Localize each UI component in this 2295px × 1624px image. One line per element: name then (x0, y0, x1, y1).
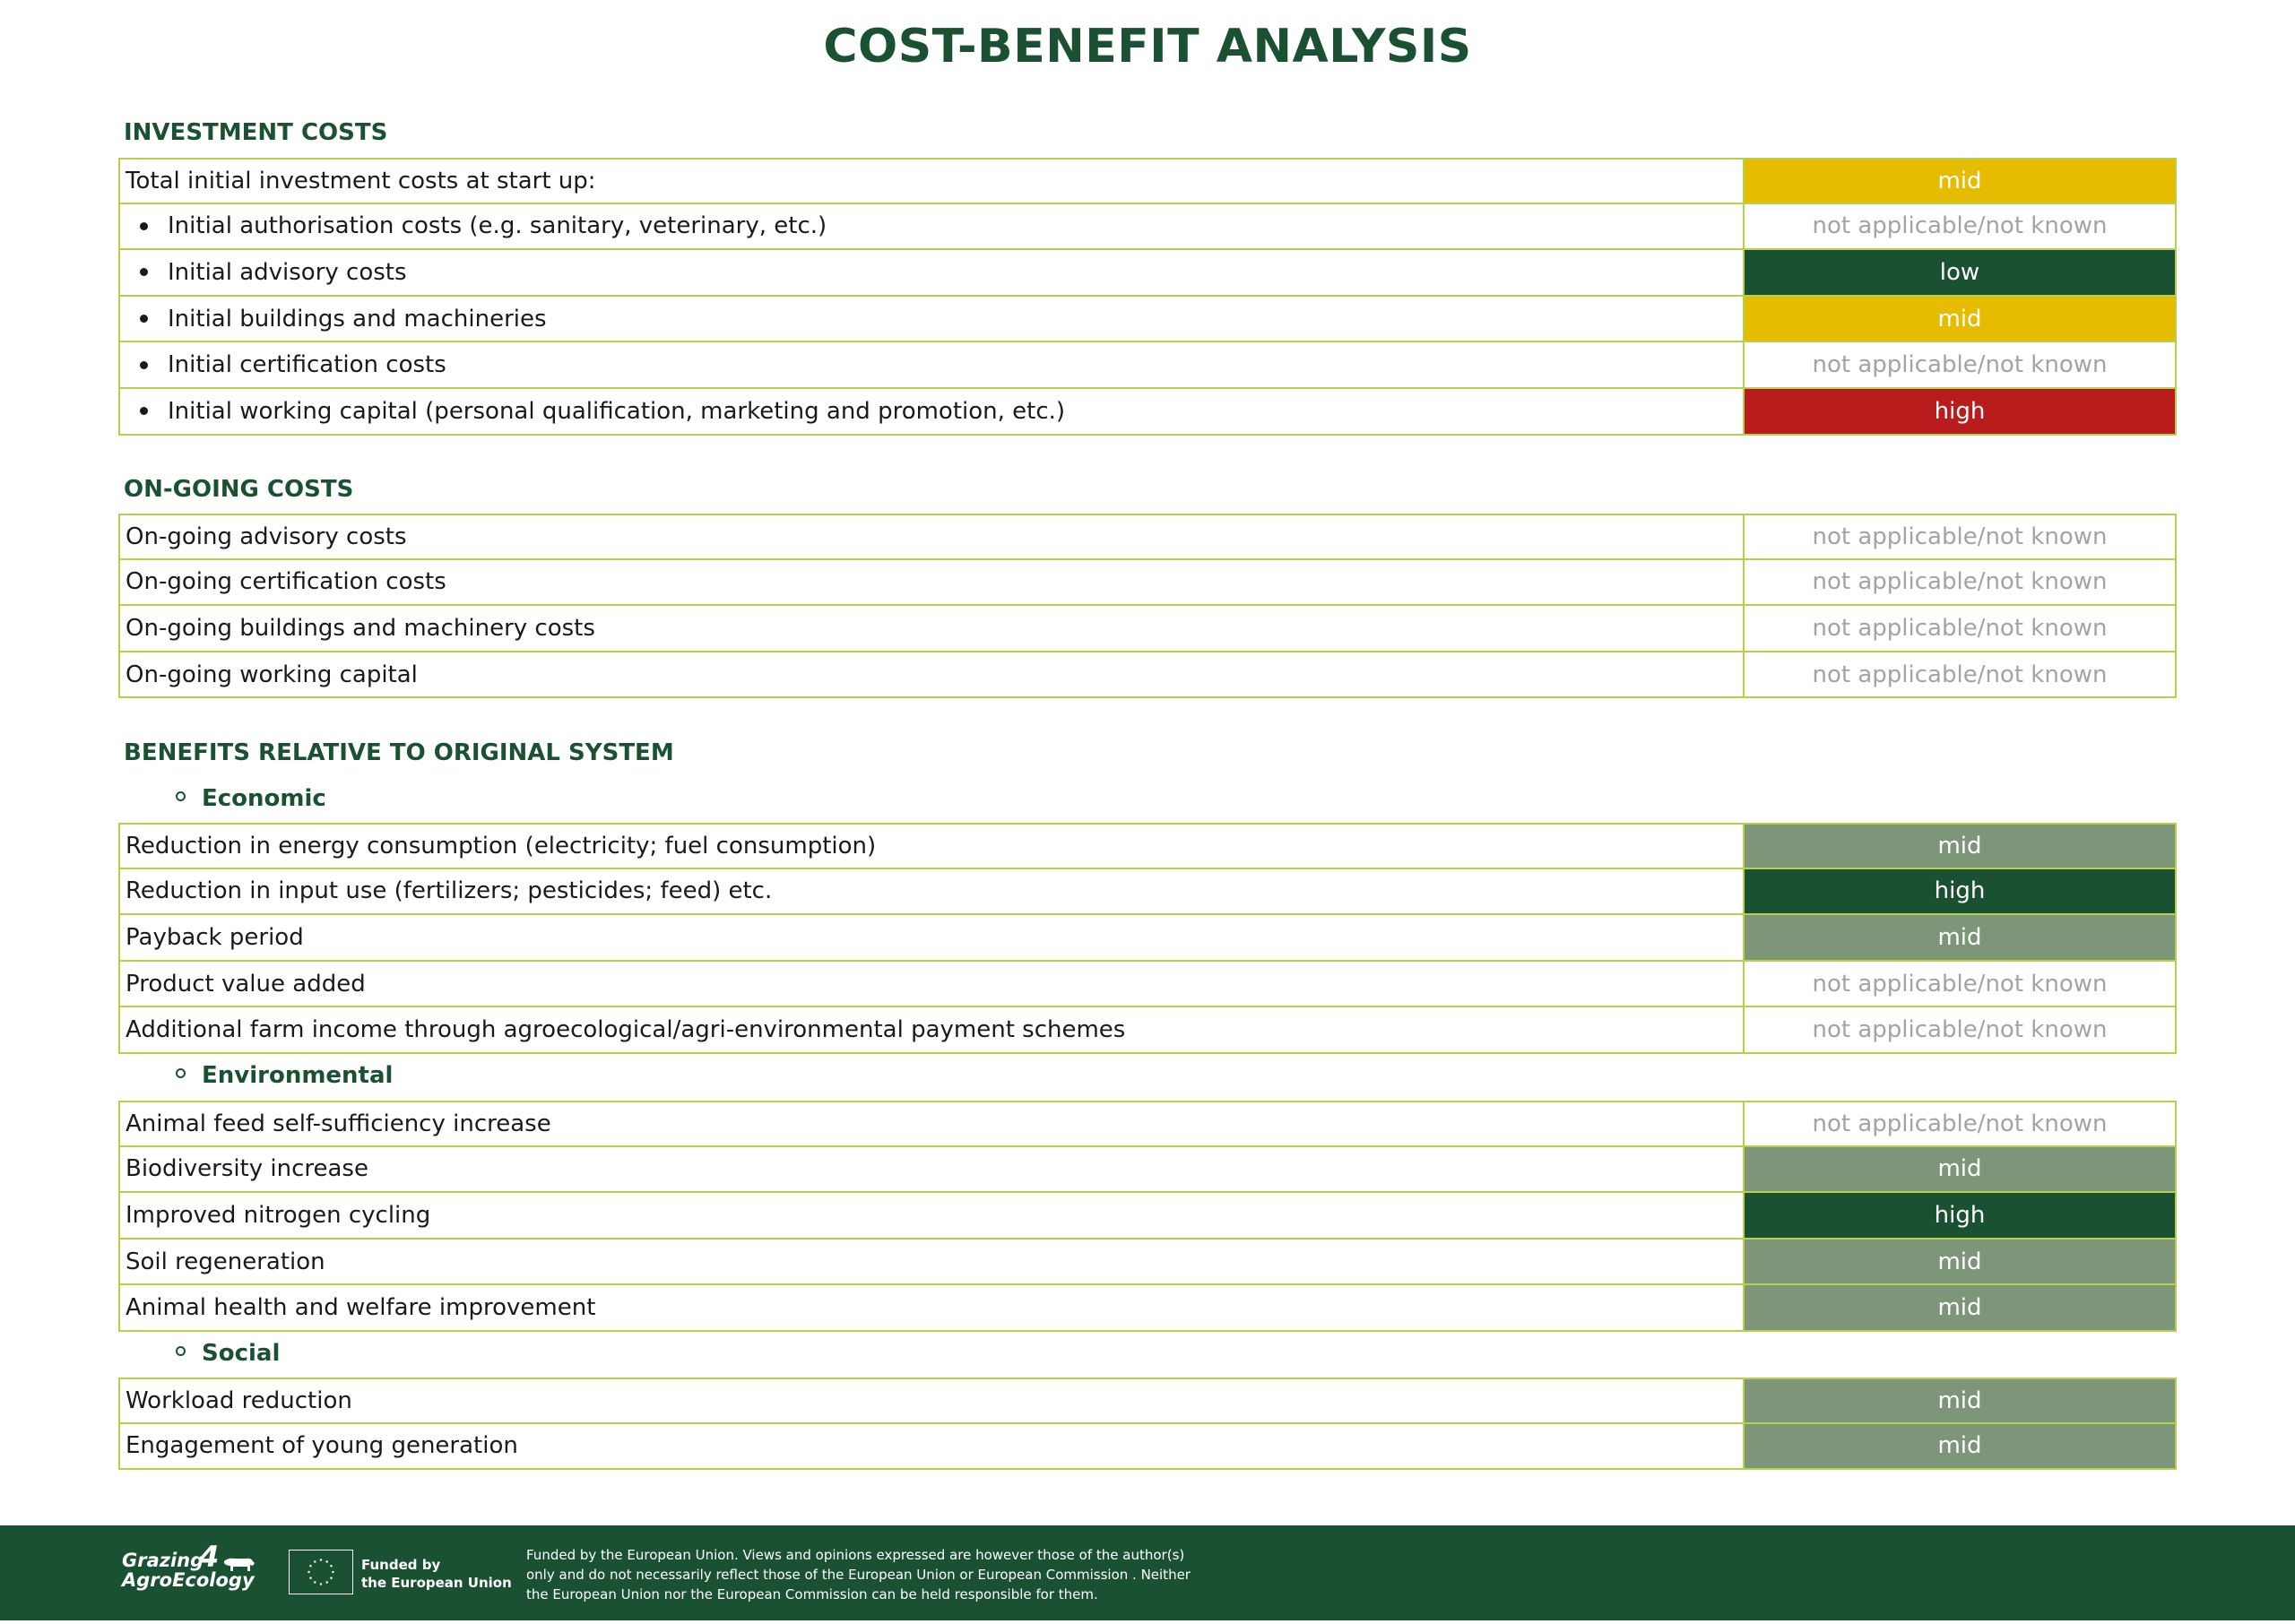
rating-cell: mid (1745, 297, 2175, 341)
table-row (118, 514, 2177, 560)
row-label: Product value added (120, 962, 1745, 1006)
row-label: Biodiversity increase (120, 1147, 1745, 1192)
table-row (118, 204, 2177, 251)
rating-cell: not applicable/not known (1745, 962, 2175, 1006)
circle-bullet-icon (176, 791, 186, 801)
ongoing-costs-table (118, 514, 2177, 698)
row-label: Animal feed self-sufficiency increase (120, 1102, 1745, 1145)
row-label: Initial advisory costs (120, 250, 1745, 295)
row-label: Animal health and welfare improvement (120, 1285, 1745, 1330)
rating-cell: high (1745, 869, 2175, 914)
row-label: Reduction in energy consumption (electricity; fuel consumption) (120, 825, 1745, 868)
rating-cell: not applicable/not known (1745, 560, 2175, 605)
rating-cell: mid (1745, 825, 2175, 868)
social-benefits-table (118, 1378, 2177, 1470)
grazing4agroecology-logo: Grazing 4 AgroEcology (122, 1551, 265, 1597)
row-label: Engagement of young generation (120, 1424, 1745, 1469)
table-row (118, 1240, 2177, 1286)
investment-costs-table (118, 158, 2177, 436)
row-label: Reduction in input use (fertilizers; pesticides; feed) etc. (120, 869, 1745, 914)
social-heading: Social (176, 1339, 280, 1368)
row-label: Initial working capital (personal qualification, marketing and promotion, etc.) (120, 389, 1745, 434)
row-label: Additional farm income through agroecological/agri-environmental payment schemes (120, 1007, 1745, 1052)
table-row (118, 1147, 2177, 1194)
bullet-icon (140, 361, 148, 369)
table-row (118, 652, 2177, 699)
table-row (118, 389, 2177, 436)
table-row (118, 250, 2177, 297)
table-row (118, 869, 2177, 916)
rating-cell: not applicable/not known (1745, 1102, 2175, 1145)
rating-cell: high (1745, 389, 2175, 434)
rating-cell: mid (1745, 915, 2175, 960)
environmental-heading: Environmental (176, 1061, 393, 1090)
row-label: On-going advisory costs (120, 515, 1745, 558)
rating-cell: mid (1745, 160, 2175, 203)
cow-icon (221, 1554, 256, 1574)
investment-costs-heading: INVESTMENT COSTS (124, 119, 388, 146)
rating-cell: not applicable/not known (1745, 1007, 2175, 1052)
bullet-icon (140, 315, 148, 323)
rating-cell: mid (1745, 1285, 2175, 1330)
rating-cell: not applicable/not known (1745, 652, 2175, 697)
bullet-icon (140, 268, 148, 276)
footer (0, 1525, 2295, 1620)
page-title: COST-BENEFIT ANALYSIS (823, 20, 1472, 73)
table-row (118, 342, 2177, 389)
row-label: On-going buildings and machinery costs (120, 606, 1745, 651)
row-label: On-going working capital (120, 652, 1745, 697)
table-row (118, 606, 2177, 652)
row-label: Initial authorisation costs (e.g. sanitary, veterinary, etc.) (120, 204, 1745, 249)
table-row (118, 297, 2177, 343)
eu-funding-label: Funded by the European Union (361, 1557, 512, 1591)
table-row (118, 158, 2177, 204)
ongoing-costs-heading: ON-GOING COSTS (124, 476, 354, 503)
rating-cell: low (1745, 250, 2175, 295)
row-label: Workload reduction (120, 1379, 1745, 1422)
benefits-heading: BENEFITS RELATIVE TO ORIGINAL SYSTEM (124, 739, 674, 766)
bullet-icon (140, 222, 148, 230)
eu-flag-icon (289, 1550, 353, 1594)
row-label: Initial certification costs (120, 342, 1745, 387)
table-row (118, 1007, 2177, 1054)
rating-cell: high (1745, 1193, 2175, 1238)
circle-bullet-icon (176, 1068, 186, 1078)
rating-cell: mid (1745, 1240, 2175, 1284)
row-label: Payback period (120, 915, 1745, 960)
row-label: On-going certification costs (120, 560, 1745, 605)
bullet-icon (140, 407, 148, 415)
row-label: Total initial investment costs at start up: (120, 160, 1745, 203)
table-row (118, 1378, 2177, 1424)
environmental-benefits-table (118, 1101, 2177, 1332)
rating-cell: mid (1745, 1424, 2175, 1469)
table-row (118, 560, 2177, 607)
table-row (118, 915, 2177, 962)
table-row (118, 1285, 2177, 1332)
economic-heading: Economic (176, 784, 326, 813)
table-row (118, 962, 2177, 1008)
rating-cell: not applicable/not known (1745, 606, 2175, 651)
rating-cell: mid (1745, 1147, 2175, 1192)
table-row (118, 1424, 2177, 1471)
row-label: Initial buildings and machineries (120, 297, 1745, 341)
rating-cell: not applicable/not known (1745, 204, 2175, 249)
row-label: Soil regeneration (120, 1240, 1745, 1284)
rating-cell: mid (1745, 1379, 2175, 1422)
circle-bullet-icon (176, 1346, 186, 1356)
rating-cell: not applicable/not known (1745, 342, 2175, 387)
disclaimer-text: Funded by the European Union. Views and opinions expressed are however those of the author(s) only and do not necessarily reflect those of the European Union or European Commission . Neither the European Union nor the European Commission can be held responsible for them. (526, 1547, 1191, 1602)
table-row (118, 1193, 2177, 1240)
table-row (118, 1101, 2177, 1147)
table-row (118, 823, 2177, 869)
economic-benefits-table (118, 823, 2177, 1054)
rating-cell: not applicable/not known (1745, 515, 2175, 558)
row-label: Improved nitrogen cycling (120, 1193, 1745, 1238)
